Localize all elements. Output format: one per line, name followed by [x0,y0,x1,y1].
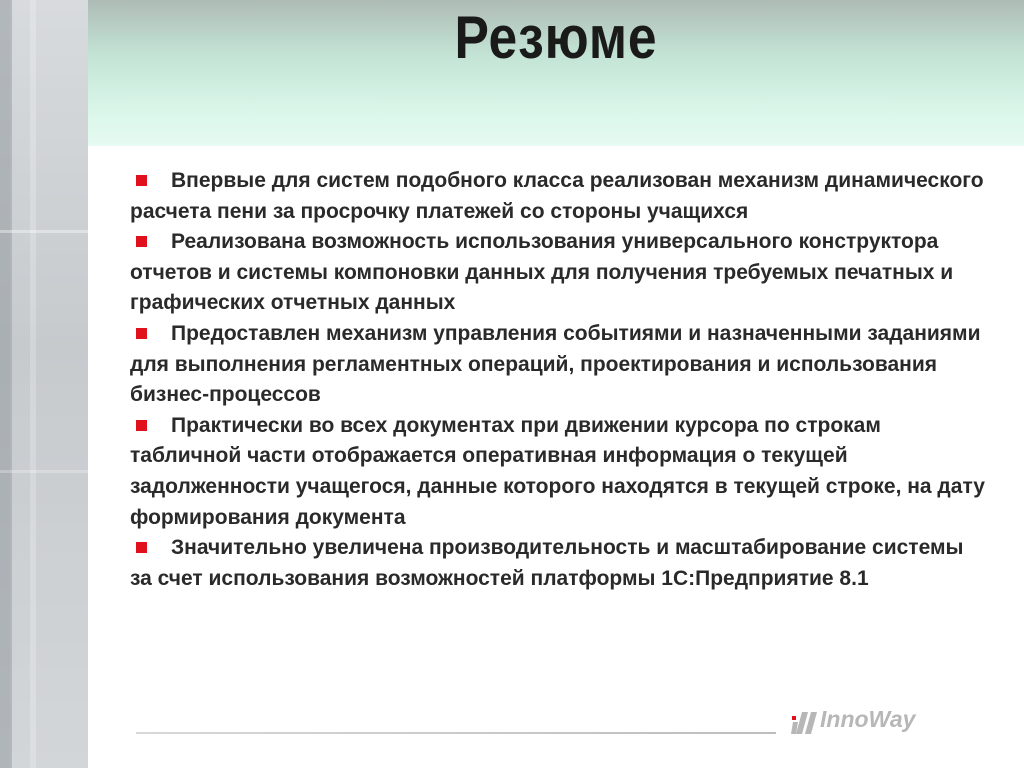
red-square-bullet-icon [136,236,147,247]
bullet-item [130,319,990,411]
bullet-item [130,227,990,319]
bullet-text: Значительно увеличена производительность и масштабирование системы за счет использования возможностей платформы 1С:Предприятие 8.1 [130,536,964,590]
red-square-bullet-icon [136,175,147,186]
bullet-text: Предоставлен механизм управления событиями и назначенными заданиями для выполнения регламентных операций, проектирования и использования бизнес-процессов [130,321,981,407]
innoway-logo [790,706,970,736]
bullet-text: Впервые для систем подобного класса реализован механизм динамического расчета пени за просрочку платежей со стороны учащихся [130,169,984,223]
bullet-item [130,533,990,594]
logo-text: InnoWay [820,706,916,732]
bullet-item [130,166,990,227]
bullet-list [130,166,990,594]
red-square-bullet-icon [136,328,147,339]
red-square-bullet-icon [136,542,147,553]
left-decorative-panel [0,0,88,768]
innoway-logo-icon [790,710,820,736]
bullet-text: Реализована возможность использования универсального конструктора отчетов и системы компоновки данных для получения требуемых печатных и графических отчетных данных [130,230,954,315]
slide-title: Резюме [454,4,658,71]
bullet-item [130,411,990,533]
bullet-text: Практически во всех документах при движении курсора по строкам табличной части отображается оперативная информация о текущей задолженности учащегося, данные которого находятся в текущей строке, на дату формирования документа [130,413,985,529]
red-square-bullet-icon [136,420,147,431]
footer-divider [136,732,776,734]
